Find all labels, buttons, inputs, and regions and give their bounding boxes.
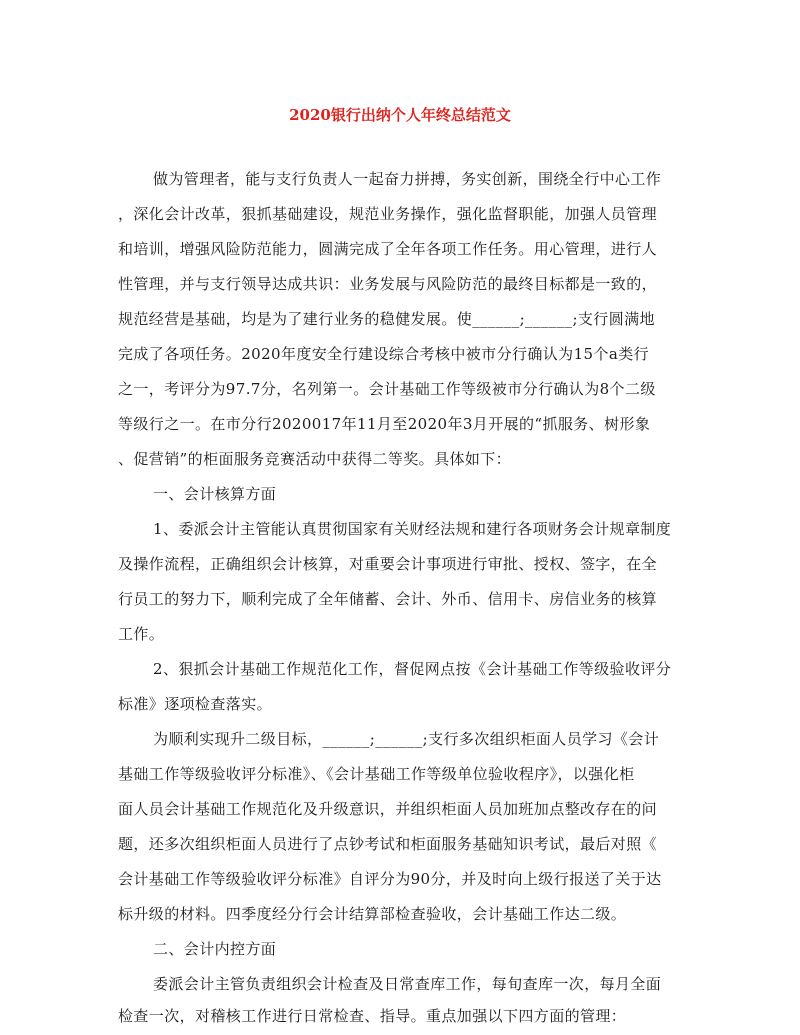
paragraph-line: 基础工作等级验收评分标准》、《会计基础工作等级单位验收程序》，以强化柜 bbox=[118, 765, 635, 783]
paragraph-line: 做为管理者，能与支行负责人一起奋力拼搏，务实创新，围绕全行中心工作 bbox=[153, 170, 662, 188]
paragraph-line: 2、狠抓会计基础工作规范化工作，督促网点按《会计基础工作等级验收评分 bbox=[153, 660, 672, 678]
paragraph-line: 、促营销”的柜面服务竞赛活动中获得二等奖。具体如下： bbox=[118, 450, 512, 468]
paragraph-line: 规范经营是基础，均是为了建行业务的稳健发展。使______;______;支行圆满地 bbox=[118, 310, 655, 328]
paragraph-line: 为顺利实现升二级目标，______;______;支行多次组织柜面人员学习《会计 bbox=[153, 730, 660, 748]
section-heading: 一、会计核算方面 bbox=[153, 485, 277, 503]
paragraph-line: 完成了各项任务。2020年度安全行建设综合考核中被市分行确认为15个a类行 bbox=[118, 345, 650, 363]
paragraph-line: ，深化会计改革，狠抓基础建设，规范业务操作，强化监督职能，加强人员管理 bbox=[118, 205, 658, 223]
paragraph-line: 等级行之一。在市分行2020017年11月至2020年3月开展的“抓服务、树形象 bbox=[118, 415, 651, 433]
paragraph-line: 委派会计主管负责组织会计检查及日常查库工作，每旬查库一次，每月全面 bbox=[153, 975, 662, 993]
paragraph-line: 检查一次，对稽核工作进行日常检查、指导。重点加强以下四方面的管理： bbox=[118, 1007, 627, 1025]
paragraph-line: 1、委派会计主管能认真贯彻国家有关财经法规和建行各项财务会计规章制度 bbox=[153, 520, 672, 538]
paragraph-line: 及操作流程，正确组织会计核算，对重要会计事项进行审批、授权、签字，在全 bbox=[118, 555, 658, 573]
section-heading: 二、会计内控方面 bbox=[153, 940, 277, 958]
paragraph-line: 面人员会计基础工作规范化及升级意识，并组织柜面人员加班加点整改存在的问 bbox=[118, 800, 658, 818]
paragraph-line: 会计基础工作等级验收评分标准》自评分为90分，并及时向上级行报送了关于达 bbox=[118, 870, 662, 888]
paragraph-line: 和培训，增强风险防范能力，圆满完成了全年各项工作任务。用心管理，进行人 bbox=[118, 240, 658, 258]
paragraph-line: 标升级的材料。四季度经分行会计结算部检查验收，会计基础工作达二级。 bbox=[118, 905, 627, 923]
paragraph-line: 性管理，并与支行领导达成共识：业务发展与风险防范的最终目标都是一致的， bbox=[118, 275, 658, 293]
paragraph-line: 题，还多次组织柜面人员进行了点钞考试和柜面服务基础知识考试，最后对照《 bbox=[118, 835, 658, 853]
document-title: 2020银行出纳个人年终总结范文 bbox=[289, 106, 511, 124]
paragraph-line: 行员工的努力下，顺利完成了全年储蓄、会计、外币、信用卡、房信业务的核算 bbox=[118, 590, 658, 608]
paragraph-line: 工作。 bbox=[118, 625, 165, 643]
paragraph-line: 之一，考评分为97.7分，名列第一。会计基础工作等级被市分行确认为8个二级 bbox=[118, 380, 656, 398]
paragraph-line: 标准》逐项检查落实。 bbox=[118, 695, 273, 713]
